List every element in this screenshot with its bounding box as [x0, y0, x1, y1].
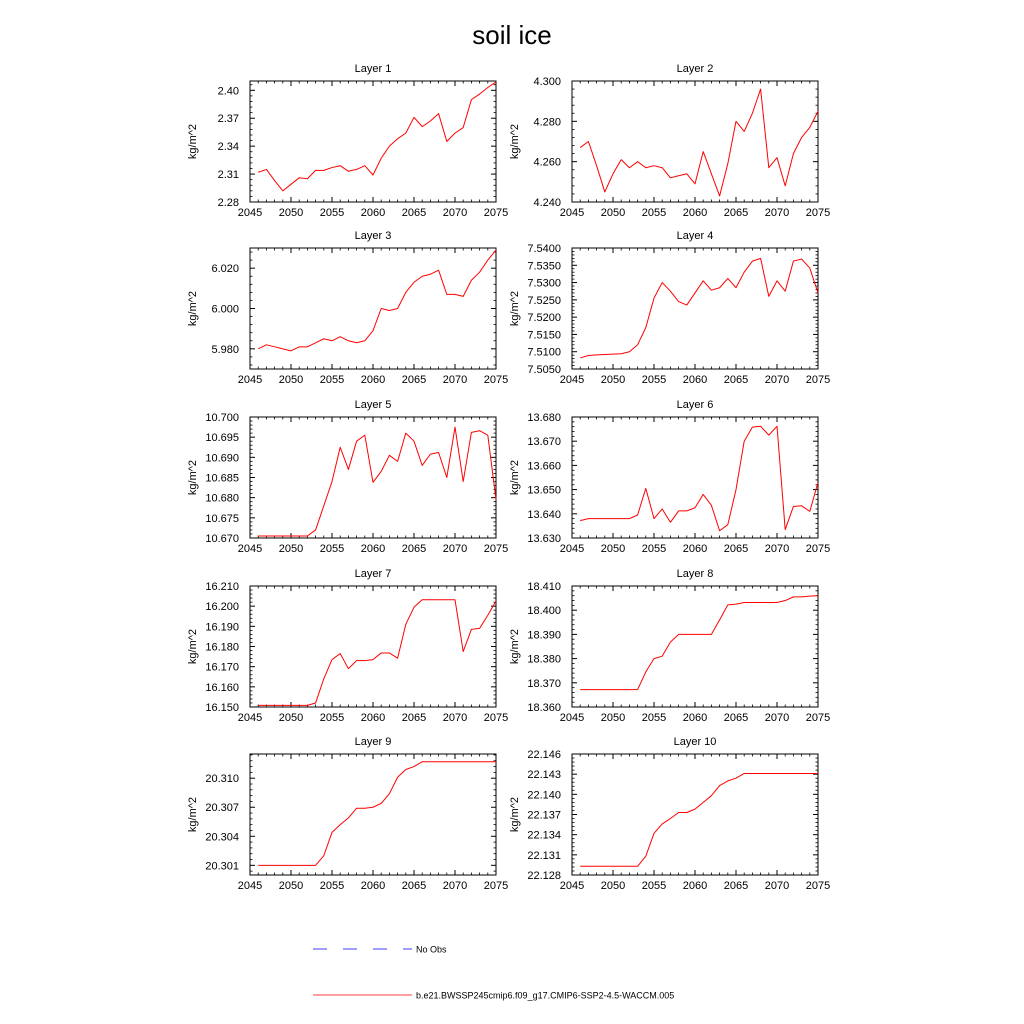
y-tick-label: 16.160 — [205, 681, 239, 694]
y-tick-label: 10.685 — [205, 472, 239, 485]
panel-layer-5 — [187, 399, 508, 555]
y-axis-label: kg/m^2 — [509, 796, 521, 833]
y-tick-label: 2.34 — [217, 141, 239, 154]
y-axis-label: kg/m^2 — [187, 628, 199, 665]
x-tick-label: 2060 — [360, 543, 386, 555]
y-tick-label: 16.150 — [205, 702, 239, 714]
y-axis-label: kg/m^2 — [509, 459, 521, 496]
x-tick-label: 2065 — [401, 543, 427, 555]
y-tick-label: 2.28 — [217, 197, 239, 209]
y-tick-label: 22.134 — [527, 829, 561, 842]
y-axis-label: kg/m^2 — [509, 123, 521, 160]
y-tick-label: 2.37 — [217, 113, 239, 126]
y-tick-label: 16.170 — [205, 661, 239, 674]
series-line — [258, 427, 496, 536]
x-tick-label: 2050 — [278, 712, 304, 724]
x-tick-label: 2055 — [641, 880, 667, 892]
x-tick-label: 2075 — [805, 374, 831, 386]
panel-layer-1 — [187, 63, 508, 219]
x-tick-label: 2070 — [764, 207, 790, 219]
y-tick-label: 20.310 — [205, 773, 239, 786]
x-tick-label: 2065 — [401, 880, 427, 892]
x-tick-label: 2045 — [559, 374, 585, 386]
x-tick-label: 2045 — [559, 712, 585, 724]
figure-title: soil ice — [472, 20, 552, 50]
panel-layer-3 — [187, 230, 508, 386]
legend — [313, 945, 674, 1001]
x-tick-label: 2060 — [360, 880, 386, 892]
x-tick-label: 2060 — [682, 207, 708, 219]
y-tick-label: 22.137 — [527, 809, 561, 822]
panel-layer-2 — [509, 63, 830, 219]
y-tick-label: 18.370 — [527, 677, 561, 690]
panel-title: Layer 3 — [354, 230, 392, 242]
y-tick-label: 7.5150 — [527, 329, 561, 342]
y-tick-label: 10.695 — [205, 432, 239, 445]
y-tick-label: 10.680 — [205, 492, 239, 505]
x-tick-label: 2060 — [360, 207, 386, 219]
x-tick-label: 2050 — [600, 543, 626, 555]
series-line — [258, 600, 496, 706]
x-tick-label: 2065 — [401, 374, 427, 386]
y-tick-label: 13.650 — [527, 484, 561, 497]
y-tick-label: 18.360 — [527, 702, 561, 714]
y-tick-label: 22.140 — [527, 789, 561, 802]
x-tick-label: 2060 — [360, 712, 386, 724]
plot-frame — [250, 81, 496, 202]
x-tick-label: 2070 — [764, 543, 790, 555]
y-tick-label: 4.300 — [533, 76, 561, 88]
plot-frame — [250, 586, 496, 707]
x-tick-label: 2050 — [600, 207, 626, 219]
y-tick-label: 4.260 — [533, 156, 561, 169]
panel-title: Layer 7 — [354, 568, 392, 580]
y-tick-label: 7.5250 — [527, 294, 561, 307]
y-tick-label: 18.380 — [527, 653, 561, 666]
y-tick-label: 13.670 — [527, 436, 561, 449]
x-tick-label: 2060 — [682, 712, 708, 724]
y-tick-label: 2.40 — [217, 85, 239, 98]
panel-layer-10 — [509, 736, 830, 892]
panel-layer-8 — [509, 568, 830, 724]
y-tick-label: 6.020 — [211, 263, 239, 276]
x-tick-label: 2050 — [600, 374, 626, 386]
plot-frame — [250, 754, 496, 875]
x-tick-label: 2055 — [641, 712, 667, 724]
series-line — [258, 762, 496, 866]
x-tick-label: 2075 — [483, 374, 509, 386]
panel-layer-7 — [187, 568, 508, 724]
y-tick-label: 7.5400 — [527, 243, 561, 255]
plot-frame — [572, 754, 818, 875]
panel-layer-6 — [509, 399, 830, 555]
series-line — [258, 250, 496, 351]
y-tick-label: 20.301 — [205, 860, 239, 873]
x-tick-label: 2055 — [319, 374, 345, 386]
series-line — [580, 596, 818, 690]
y-axis-label: kg/m^2 — [509, 628, 521, 665]
y-tick-label: 13.660 — [527, 460, 561, 473]
x-tick-label: 2055 — [319, 207, 345, 219]
x-tick-label: 2045 — [237, 543, 263, 555]
x-tick-label: 2075 — [483, 880, 509, 892]
y-tick-label: 16.210 — [205, 581, 239, 593]
y-tick-label: 6.000 — [211, 303, 239, 316]
x-tick-label: 2050 — [278, 207, 304, 219]
y-tick-label: 7.5200 — [527, 312, 561, 325]
series-line — [580, 426, 818, 531]
panel-title: Layer 4 — [676, 230, 714, 242]
y-tick-label: 7.5300 — [527, 277, 561, 290]
x-tick-label: 2075 — [805, 207, 831, 219]
x-tick-label: 2055 — [319, 712, 345, 724]
x-tick-label: 2065 — [723, 207, 749, 219]
y-axis-label: kg/m^2 — [187, 459, 199, 496]
x-tick-label: 2060 — [682, 374, 708, 386]
x-tick-label: 2065 — [723, 880, 749, 892]
x-tick-label: 2065 — [723, 374, 749, 386]
y-tick-label: 4.280 — [533, 116, 561, 129]
x-tick-label: 2075 — [483, 207, 509, 219]
y-tick-label: 13.680 — [527, 412, 561, 424]
plot-frame — [250, 417, 496, 538]
y-tick-label: 13.640 — [527, 508, 561, 521]
panel-grid — [187, 63, 830, 892]
y-axis-label: kg/m^2 — [509, 290, 521, 327]
panel-title: Layer 10 — [673, 736, 717, 748]
x-tick-label: 2075 — [805, 712, 831, 724]
legend-obs-label: No Obs — [416, 944, 447, 955]
y-tick-label: 7.5100 — [527, 346, 561, 359]
x-tick-label: 2055 — [641, 543, 667, 555]
x-tick-label: 2070 — [442, 207, 468, 219]
x-tick-label: 2055 — [641, 374, 667, 386]
panel-title: Layer 5 — [354, 399, 392, 411]
x-tick-label: 2045 — [237, 207, 263, 219]
panel-title: Layer 6 — [676, 399, 714, 411]
y-tick-label: 7.5050 — [527, 364, 561, 376]
panel-layer-9 — [187, 736, 508, 892]
x-tick-label: 2065 — [723, 543, 749, 555]
series-line — [580, 773, 818, 866]
series-line — [580, 258, 818, 358]
y-tick-label: 18.390 — [527, 629, 561, 642]
y-tick-label: 13.630 — [527, 533, 561, 545]
series-line — [258, 82, 496, 191]
plot-frame — [572, 586, 818, 707]
y-tick-label: 22.131 — [527, 849, 561, 862]
y-axis-label: kg/m^2 — [187, 123, 199, 160]
series-line — [580, 89, 818, 196]
x-tick-label: 2075 — [805, 543, 831, 555]
y-tick-label: 16.190 — [205, 621, 239, 634]
x-tick-label: 2070 — [764, 374, 790, 386]
x-tick-label: 2075 — [483, 712, 509, 724]
x-tick-label: 2060 — [682, 543, 708, 555]
y-tick-label: 7.5350 — [527, 260, 561, 273]
y-tick-label: 4.240 — [533, 197, 561, 209]
panel-layer-4 — [509, 230, 830, 386]
y-tick-label: 10.675 — [205, 512, 239, 525]
y-tick-label: 20.304 — [205, 831, 239, 844]
x-tick-label: 2045 — [237, 712, 263, 724]
x-tick-label: 2055 — [641, 207, 667, 219]
x-tick-label: 2065 — [401, 712, 427, 724]
panel-title: Layer 8 — [676, 568, 714, 580]
x-tick-label: 2055 — [319, 880, 345, 892]
y-tick-label: 22.128 — [527, 870, 561, 882]
panel-title: Layer 1 — [354, 63, 392, 75]
x-tick-label: 2070 — [764, 880, 790, 892]
x-tick-label: 2045 — [237, 374, 263, 386]
x-tick-label: 2045 — [559, 543, 585, 555]
x-tick-label: 2050 — [278, 880, 304, 892]
y-tick-label: 5.980 — [211, 343, 239, 356]
y-tick-label: 10.700 — [205, 412, 239, 424]
y-tick-label: 22.146 — [527, 749, 561, 761]
y-tick-label: 18.400 — [527, 605, 561, 618]
x-tick-label: 2075 — [483, 543, 509, 555]
x-tick-label: 2065 — [401, 207, 427, 219]
x-tick-label: 2045 — [559, 207, 585, 219]
y-tick-label: 20.307 — [205, 802, 239, 815]
panel-title: Layer 2 — [676, 63, 714, 75]
panel-title: Layer 9 — [354, 736, 392, 748]
x-tick-label: 2055 — [319, 543, 345, 555]
x-tick-label: 2050 — [278, 374, 304, 386]
x-tick-label: 2045 — [559, 880, 585, 892]
x-tick-label: 2075 — [805, 880, 831, 892]
y-tick-label: 18.410 — [527, 581, 561, 593]
x-tick-label: 2070 — [442, 543, 468, 555]
y-tick-label: 16.180 — [205, 641, 239, 654]
x-tick-label: 2050 — [278, 543, 304, 555]
x-tick-label: 2060 — [682, 880, 708, 892]
y-tick-label: 22.143 — [527, 769, 561, 782]
x-tick-label: 2065 — [723, 712, 749, 724]
x-tick-label: 2070 — [764, 712, 790, 724]
y-tick-label: 2.31 — [217, 169, 239, 182]
x-tick-label: 2045 — [237, 880, 263, 892]
x-tick-label: 2050 — [600, 712, 626, 724]
legend-model-label: b.e21.BWSSP245cmip6.f09_g17.CMIP6-SSP2-4.5-WACCM.005 — [416, 990, 675, 1001]
y-tick-label: 10.690 — [205, 452, 239, 465]
plot-frame — [250, 248, 496, 369]
x-tick-label: 2050 — [600, 880, 626, 892]
y-tick-label: 10.670 — [205, 533, 239, 545]
y-axis-label: kg/m^2 — [187, 796, 199, 833]
y-tick-label: 16.200 — [205, 601, 239, 614]
x-tick-label: 2070 — [442, 712, 468, 724]
x-tick-label: 2070 — [442, 880, 468, 892]
x-tick-label: 2070 — [442, 374, 468, 386]
y-axis-label: kg/m^2 — [187, 290, 199, 327]
x-tick-label: 2060 — [360, 374, 386, 386]
plot-frame — [572, 248, 818, 369]
